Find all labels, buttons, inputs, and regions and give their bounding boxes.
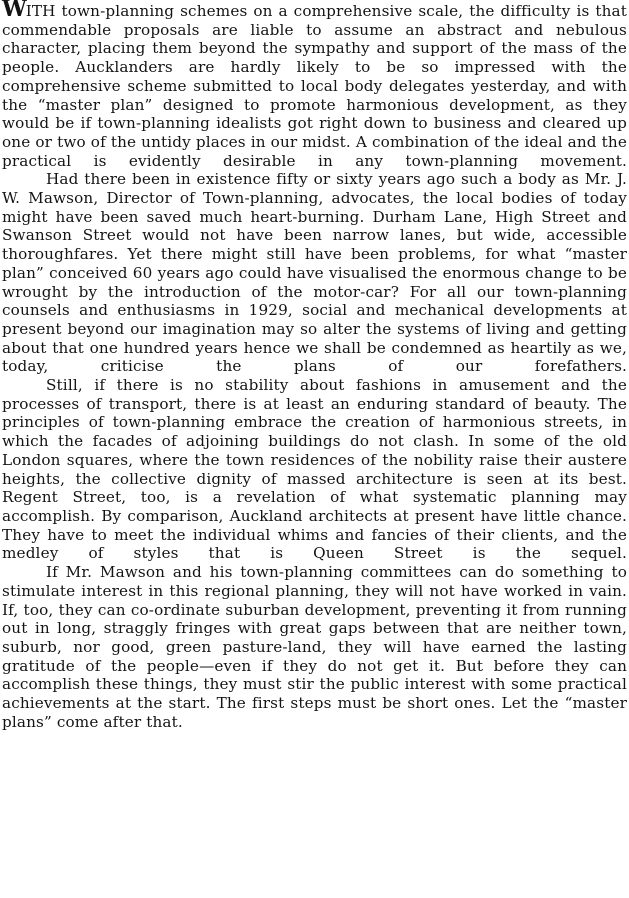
paragraph-1-text: ITH town-planning schemes on a comprehensive scale, the difficulty is that commendable proposals are liable to assume an abstract and nebulous character, placing them beyond the sympathy and support of the mass of the people. Aucklanders are hardly likely to be so impressed with the comprehensive scheme submitted to local body delegates yesterday, and with the “master plan” designed to promote harmonious development, as they would be if town-planning idealists got right down to business and cleared up one or two of the untidy places in our midst. A combination of the ideal and the practical is evidently desirable in any town-planning movement. <box>2 2 627 170</box>
article-paragraph-2: Had there been in existence fifty or sixty years ago such a body as Mr. J. W. Mawson, Director of Town-planning, advocates, the local bodies of today might have been saved much heart-burning. Durham Lane, High Street and Swanson Street would not have been narrow lanes, but wide, accessible thoroughfares. Yet there might still have been problems, for what “master plan” conceived 60 years ago could have visualised the enormous change to be wrought by the introduction of the motor-car? For all our town-planning counsels and enthusiasms in 1929, social and mechanical developments at present beyond our imagination may so alter the systems of living and getting about that one hundred years hence we shall be condemned as heartily as we, today, criticise the plans of our forefathers. <box>2 170 627 376</box>
article-paragraph-1 <box>2 0 627 170</box>
article-paragraph-4: If Mr. Mawson and his town-planning committees can do something to stimulate interest in this regional planning, they will not have worked in vain. If, too, they can co-ordinate suburban development, preventing it from running out in long, straggly fringes with great gaps between that are neither town, suburb, nor good, green pasture-land, they will have earned the lasting gratitude of the people—even if they do not get it. But before they can accomplish these things, they must stir the public interest with some practical achievements at the start. The first steps must be short ones. Let the “master plans” come after that. <box>2 563 627 731</box>
article-paragraph-3: Still, if there is no stability about fashions in amusement and the processes of transport, there is at least an enduring standard of beauty. The principles of town-planning embrace the creation of harmonious streets, in which the facades of adjoining buildings do not clash. In some of the old London squares, where the town residences of the nobility raise their austere heights, the collective dignity of massed architecture is seen at its best. Regent Street, too, is a revelation of what systematic planning may accomplish. By comparison, Auckland architects at present have little chance. They have to meet the individual whims and fancies of their clients, and the medley of styles that is Queen Street is the sequel. <box>2 376 627 563</box>
drop-cap: W <box>2 0 26 22</box>
